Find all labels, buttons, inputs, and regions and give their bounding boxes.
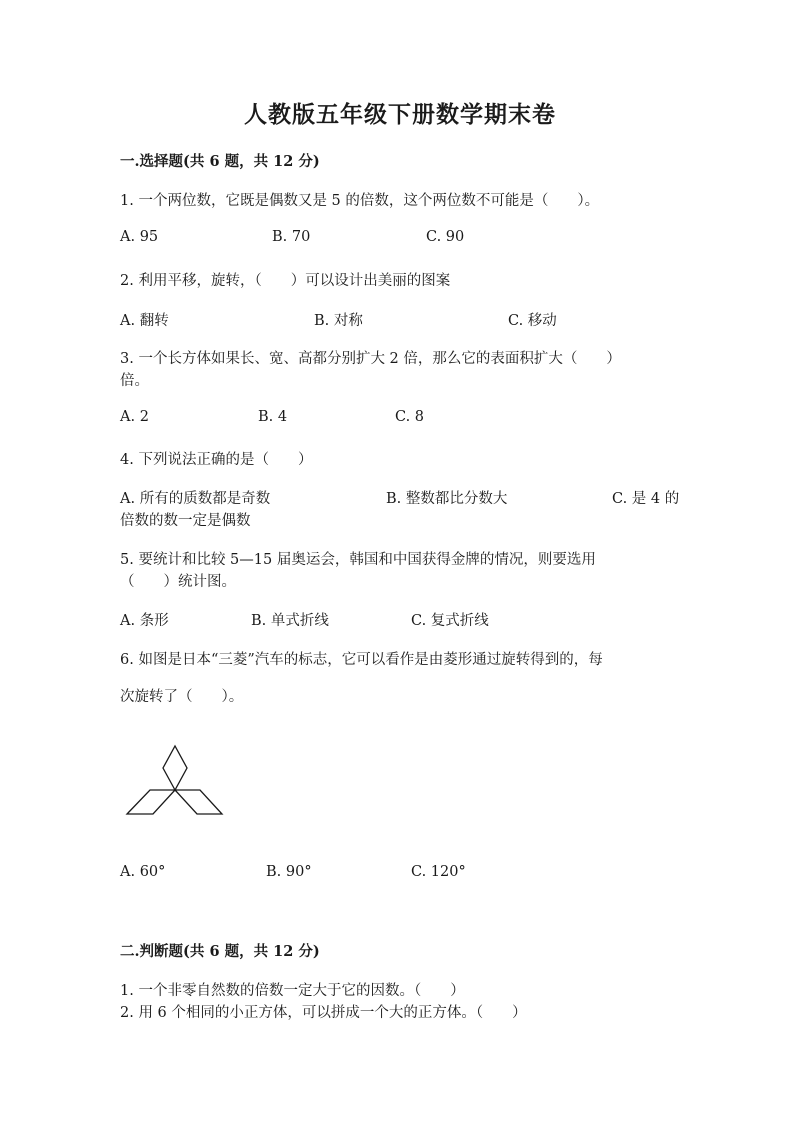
question-3-text-line-1: 3. 一个长方体如果长、宽、高都分别扩大 2 倍，那么它的表面积扩大（ ）: [120, 351, 621, 367]
question-5-option-c: C. 复式折线: [411, 613, 489, 629]
judgement-question-2: 2. 用 6 个相同的小正方体，可以拼成一个大的正方体。（ ）: [120, 1005, 527, 1021]
question-5-option-b: B. 单式折线: [251, 613, 329, 629]
question-4-option-a: A. 所有的质数都是奇数: [120, 491, 271, 507]
question-5-text-line-1: 5. 要统计和比较 5—15 届奥运会，韩国和中国获得金牌的情况，则要选用: [120, 552, 596, 568]
question-1-text: 1. 一个两位数，它既是偶数又是 5 的倍数，这个两位数不可能是（ ）。: [120, 193, 600, 209]
rhombus-right: [175, 790, 222, 814]
question-3-option-a: A. 2: [120, 409, 149, 425]
question-2-text: 2. 利用平移，旋转，（ ）可以设计出美丽的图案: [120, 273, 451, 289]
judgement-question-1: 1. 一个非零自然数的倍数一定大于它的因数。（ ）: [120, 983, 465, 999]
question-1-option-c: C. 90: [426, 229, 465, 245]
question-1-option-b: B. 70: [272, 229, 311, 245]
rhombus-left: [127, 790, 175, 814]
rhombus-top: [163, 746, 187, 790]
question-3-option-c: C. 8: [395, 409, 425, 425]
question-4-option-c: C. 是 4 的: [612, 491, 680, 507]
question-6-option-c: C. 120°: [411, 864, 466, 880]
question-6-option-a: A. 60°: [120, 864, 166, 880]
question-4-text: 4. 下列说法正确的是（ ）: [120, 452, 313, 468]
question-6-text-line-2: 次旋转了（ ）。: [120, 689, 244, 705]
question-6-text-line-1: 6. 如图是日本“三菱”汽车的标志，它可以看作是由菱形通过旋转得到的，每: [120, 652, 603, 668]
question-5-text-line-2: （ ）统计图。: [120, 574, 236, 590]
section-2-heading: 二.判断题(共 6 题，共 12 分): [120, 943, 320, 960]
section-1-heading: 一.选择题(共 6 题，共 12 分): [120, 153, 320, 170]
question-4-option-c-continuation: 倍数的数一定是偶数: [120, 513, 251, 529]
page-title: 人教版五年级下册数学期末卷: [244, 101, 556, 128]
question-3-option-b: B. 4: [258, 409, 288, 425]
question-4-option-b: B. 整数都比分数大: [386, 491, 508, 507]
question-2-option-c: C. 移动: [508, 313, 557, 329]
question-2-option-b: B. 对称: [314, 313, 363, 329]
mitsubishi-logo-figure: [124, 742, 224, 818]
question-6-option-b: B. 90°: [266, 864, 312, 880]
question-5-option-a: A. 条形: [120, 613, 169, 629]
question-1-option-a: A. 95: [120, 229, 159, 245]
question-3-text-line-2: 倍。: [120, 373, 149, 389]
question-2-option-a: A. 翻转: [120, 313, 169, 329]
